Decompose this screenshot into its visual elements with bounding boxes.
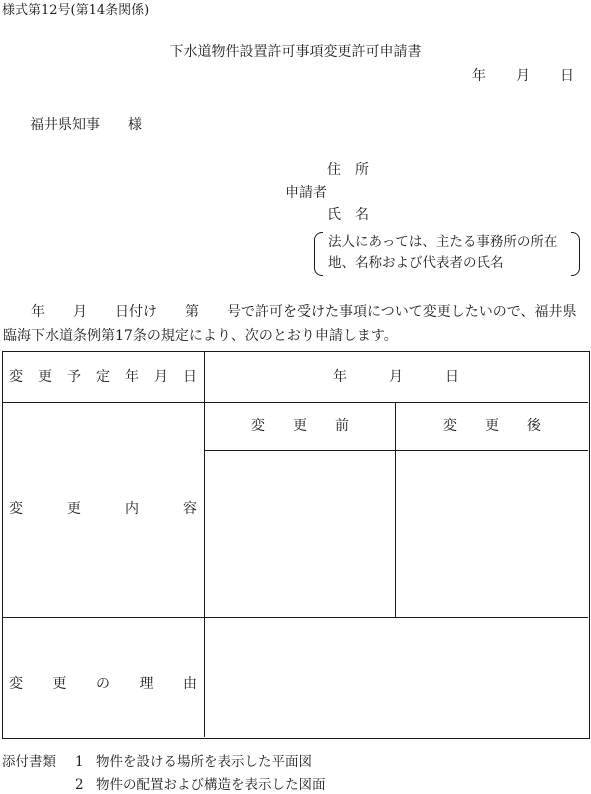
label-char: 内 [125, 501, 139, 517]
label-char: 更 [52, 676, 67, 692]
label-char: 変 [9, 676, 23, 692]
label-char: 予 [67, 369, 81, 385]
applicant-label: 申請者 [285, 185, 327, 201]
note-line-1: 法人にあっては、主たる事務所の所在 [328, 234, 558, 250]
label-char: 理 [139, 676, 154, 692]
change-content-label [9, 502, 197, 516]
change-reason-label [9, 677, 197, 691]
date-year: 年 [472, 68, 486, 84]
corporation-note [314, 232, 580, 276]
attachment-1-number: 1 [75, 754, 84, 770]
date-month: 月 [516, 68, 530, 84]
scheduled-date-field[interactable]: 年 月 日 [333, 369, 459, 385]
header-divider [204, 450, 588, 451]
addressee: 福井県知事 様 [30, 117, 142, 133]
after-change-field[interactable] [397, 452, 587, 616]
label-char: 月 [154, 369, 168, 385]
label-char: 定 [96, 369, 110, 385]
date-day: 日 [560, 68, 574, 84]
name-label: 氏 名 [327, 207, 369, 223]
attachments-label: 添付書類 [2, 754, 56, 770]
application-statement: 年 月 日付け 第 号で許可を受けた事項について変更したいので、福井県臨海下水道条例第17条の規定により、次のとおり申請します。 [3, 304, 577, 344]
address-label: 住 所 [327, 162, 369, 178]
right-bracket [571, 232, 580, 276]
submission-date [472, 69, 574, 83]
change-details-table [2, 351, 590, 739]
after-change-header: 変 更 後 [443, 418, 541, 434]
left-bracket [314, 232, 323, 276]
label-char: 変 [9, 369, 23, 385]
before-change-field[interactable] [206, 452, 394, 616]
label-char: 容 [183, 501, 197, 517]
label-char: 更 [67, 501, 81, 517]
attachment-2-text: 物件の配置および構造を表示した図面 [96, 777, 326, 793]
label-char: 年 [125, 369, 139, 385]
row-divider-2 [3, 617, 588, 618]
label-char: 更 [38, 369, 52, 385]
scheduled-date-label [9, 370, 197, 384]
change-reason-field[interactable] [206, 619, 587, 735]
label-char: 変 [9, 501, 23, 517]
attachment-1-text: 物件を設ける場所を表示した平面図 [96, 754, 312, 770]
before-after-divider [395, 402, 396, 617]
row-divider-1 [3, 402, 588, 403]
form-number: 様式第12号(第14条関係) [2, 3, 150, 18]
label-char: 由 [183, 676, 197, 692]
before-change-header: 変 更 前 [251, 418, 349, 434]
label-column-divider [204, 352, 205, 737]
label-char: の [96, 676, 110, 692]
attachment-2-number: 2 [75, 777, 84, 793]
document-title: 下水道物件設置許可事項変更許可申請書 [169, 44, 422, 60]
label-char: 日 [183, 369, 197, 385]
note-line-2: 地、名称および代表者の氏名 [328, 255, 504, 271]
